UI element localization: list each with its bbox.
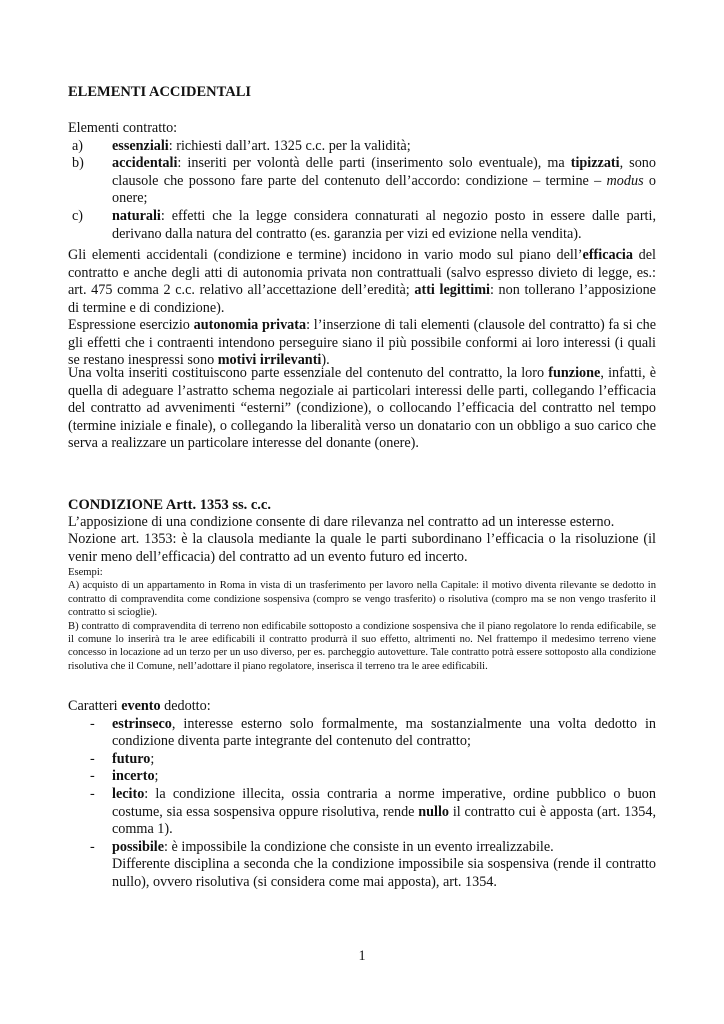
- dash-marker: -: [90, 838, 95, 855]
- dash-marker: -: [90, 715, 95, 732]
- term: essenziali: [112, 137, 169, 154]
- paragraph-nozione: Nozione art. 1353: è la clausola mediante la quale le parti subordinano l’efficacia o la risoluzione (il venir meno dell’efficacia) del contratto ad un evento futuro ed incerto.: [68, 531, 656, 565]
- list-item: c) naturali: effetti che la legge considera connaturati al negozio posto in essere dalle parti, derivano dalla natura del contratto (es. garanzia per vizi ed evizione nella vendita).: [68, 208, 656, 243]
- list-marker: a): [72, 137, 84, 154]
- term: naturali: [112, 207, 161, 224]
- example-b: B) contratto di compravendita di terreno non edificabile sottoposto a condizione sospensiva che il piano regolatore lo renda edificabile, se il comune lo inserirà tra le aree edificabili il contratto produrrà il suo effetto, altrimenti no. Nel frattempo il medesimo terreno viene concesso in locazione ad un terzo per un uso diverso, per es. parcheggio autovetture. Tale contratto potrà essere sottoposto alla condizione risolutiva che il Comune, nell’adottare il piano regolatore, inserisca il terreno tra le aree edificabili.: [68, 620, 656, 672]
- list-item: - incerto;: [68, 768, 656, 786]
- list-marker: c): [72, 207, 84, 224]
- term: futuro: [112, 750, 151, 767]
- term: estrinseco: [112, 715, 172, 732]
- section-title-condizione: CONDIZIONE Artt. 1353 ss. c.c.: [68, 497, 271, 513]
- example-a: A) acquisto di un appartamento in Roma in vista di un trasferimento per lavoro nella Capitale: il motivo diventa rilevante se dedotto in contratto di compravendita come condizione sospensiva (compro se vengo trasferito) o risolutiva (compro ma se non vengo trasferito il contratto si scioglie).: [68, 580, 656, 619]
- list-item-continuation: Differente disciplina a seconda che la condizione impossibile sia sospensiva (rende il contratto nullo), ovvero risolutiva (si considera come mai apposta), art. 1354.: [112, 856, 656, 890]
- dash-marker: -: [90, 785, 95, 802]
- term: lecito: [112, 785, 145, 802]
- dash-marker: -: [90, 750, 95, 767]
- elementi-list: [68, 120, 656, 243]
- term: accidentali: [112, 155, 178, 172]
- list-item: - lecito: la condizione illecita, ossia contraria a norme imperative, ordine pubblico o buon costume, sia essa sospensiva oppure risolutiva, rende nullo il contratto cui è apposta (art. 1354, comma 1).: [68, 786, 656, 839]
- dash-marker: -: [90, 768, 95, 785]
- paragraph-funzione: Una volta inseriti costituiscono parte essenziale del contenuto del contratto, la loro funzione, infatti, è quella di adeguare l’astratto schema negoziale ai particolari interessi delle parti, collegando l’efficacia del contratto ad avvenimenti “esterni” (condizione), o collocando l’efficacia del contratto nel tempo (termine iniziale e finale), o collegando la liberalità verso un donatario con un obbligo a suo carico che serva a realizzare un particolare interesse del donante (onere).: [68, 365, 656, 452]
- term: possibile: [112, 838, 165, 855]
- paragraph-efficacia: Gli elementi accidentali (condizione e termine) incidono in vario modo sul piano dell’efficacia del contratto e anche degli atti di autonomia privata non contrattuali (salvo espresso divieto di legge, es.: art. 475 comma 2 c.c. relativo all’accettazione dell’eredità; atti legittimi: non tollerano l’apposizione di termine e di condizione).: [68, 247, 656, 316]
- list-item: - estrinseco, interesse esterno solo formalmente, ma sostanzialmente una volta dedotto in condizione diventa parte integrante del contenuto del contratto;: [68, 716, 656, 751]
- page-number: 1: [358, 948, 366, 964]
- list-item: b) accidentali: inseriti per volontà delle parti (inserimento solo eventuale), ma tipizzati, sono clausole che possono fare parte del contenuto dell’accordo: condizione – termine – modus o onere;: [68, 155, 656, 208]
- examples: [68, 566, 656, 673]
- caratteri-intro: Caratteri evento dedotto:: [68, 698, 211, 714]
- list-marker: b): [72, 155, 84, 172]
- list-intro: Elementi contratto:: [68, 120, 178, 136]
- list-item: a) essenziali: richiesti dall’art. 1325 c.c. per la validità;: [68, 138, 656, 156]
- paragraph-autonomia-privata: Espressione esercizio autonomia privata: l’inserzione di tali elementi (clausole del contratto) fa si che gli effetti che i contraenti intendono perseguire siano il più possibile conformi ai loro interessi (i quali se restano inespressi sono motivi irrilevanti).: [68, 317, 657, 369]
- list-item: - futuro;: [68, 751, 656, 769]
- examples-label: Esempi:: [68, 567, 103, 578]
- list-item: - possibile: è impossibile la condizione che consiste in un evento irrealizzabile. Differente disciplina a seconda che la condizione impossibile sia sospensiva (rende il contratto nullo), ovvero risolutiva (si considera come mai apposta), art. 1354.: [68, 839, 656, 892]
- caratteri-evento: [68, 698, 656, 892]
- paragraph-apposizione: L’apposizione di una condizione consente di dare rilevanza nel contratto ad un interesse esterno.: [68, 514, 615, 530]
- section-title-elementi-accidentali: ELEMENTI ACCIDENTALI: [68, 84, 252, 100]
- term: incerto: [112, 768, 155, 785]
